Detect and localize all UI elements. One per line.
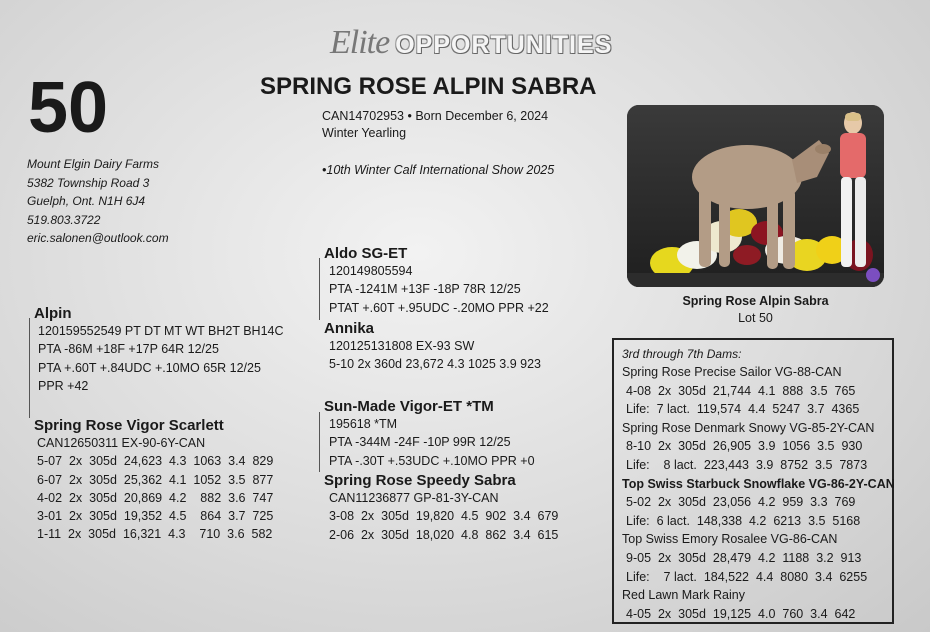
sire-bracket xyxy=(29,318,30,418)
dam-sire-bracket xyxy=(319,412,320,472)
show-note: •10th Winter Calf International Show 2025 xyxy=(322,163,555,177)
dam-4-life: Life: 8 lact. 223,443 3.9 8752 3.5 7873 xyxy=(626,457,868,472)
dam-dam-id-line: CAN11236877 GP-81-3Y-CAN xyxy=(329,491,499,505)
sire-sire-line: PTA -1241M +13F -18P 78R 12/25 xyxy=(329,282,521,297)
dam-record: 4-02 2x 305d 20,869 4.2 882 3.6 747 xyxy=(37,490,274,505)
consignor-phone: 519.803.3722 xyxy=(27,212,101,227)
dam-6-life: Life: 7 lact. 184,522 4.4 8080 3.4 6255 xyxy=(626,569,868,584)
dam-sire-line: PTA -344M -24F -10P 99R 12/25 xyxy=(329,435,511,450)
dam-6-name: Top Swiss Emory Rosalee VG-86-CAN xyxy=(622,532,838,547)
dam-block xyxy=(34,417,273,544)
sire-name: Alpin xyxy=(34,305,72,322)
dam-id-line: CAN12650311 EX-90-6Y-CAN xyxy=(37,436,206,450)
extended-dams-box xyxy=(612,338,894,624)
sire-line: 120159552549 PT DT MT WT BH2T BH14C xyxy=(38,324,284,338)
brand-caps: OPPORTUNITIES xyxy=(395,31,613,59)
sire-line: PTA -86M +18F +17P 64R 12/25 xyxy=(38,342,219,357)
sire-line: PTA +.60T +.84UDC +.10MO 65R 12/25 xyxy=(38,360,261,375)
dam-7-name: Red Lawn Mark Rainy xyxy=(622,588,745,603)
photo-caption-name: Spring Rose Alpin Sabra xyxy=(682,294,829,308)
dam-4-name: Spring Rose Denmark Snowy VG-85-2Y-CAN xyxy=(622,420,875,435)
dam-dam-name: Spring Rose Speedy Sabra xyxy=(324,472,516,489)
watermark-icon xyxy=(866,268,880,282)
dam-sire-name: Sun-Made Vigor-ET *TM xyxy=(324,398,494,415)
dam-3-name: Spring Rose Precise Sailor VG-88-CAN xyxy=(622,365,842,379)
sire-sire-line: 120149805594 xyxy=(329,264,413,278)
brand-logo xyxy=(330,24,613,64)
dam-4-record: 8-10 2x 305d 26,905 3.9 1056 3.5 930 xyxy=(626,439,863,454)
dams-box-header: 3rd through 7th Dams: xyxy=(622,347,742,361)
dam-record: 6-07 2x 305d 25,362 4.1 1052 3.5 877 xyxy=(37,472,274,487)
dam-record: 1-11 2x 305d 16,321 4.3 710 3.6 582 xyxy=(37,527,273,542)
animal-intro xyxy=(322,108,554,179)
dam-sire-line: 195618 *TM xyxy=(329,417,398,431)
sire-sire-name: Aldo SG-ET xyxy=(324,245,408,262)
consignor-info xyxy=(27,155,169,248)
dam-record: 5-07 2x 305d 24,623 4.3 1063 3.4 829 xyxy=(37,454,274,469)
dam-5-record: 5-02 2x 305d 23,056 4.2 959 3.3 769 xyxy=(626,495,856,510)
dam-7-record: 4-05 2x 305d 19,125 4.0 760 3.4 642 xyxy=(626,606,856,621)
dam-dam-record: 2-06 2x 305d 18,020 4.8 862 3.4 615 xyxy=(329,527,559,542)
dam-dam-block xyxy=(324,472,558,544)
consignor-farm: Mount Elgin Dairy Farms xyxy=(27,157,160,171)
dam-6-record: 9-05 2x 305d 28,479 4.2 1188 3.2 913 xyxy=(626,550,862,565)
photo-caption-lot: Lot 50 xyxy=(738,311,773,325)
sire-line: PPR +42 xyxy=(38,378,89,393)
sire-sire-bracket xyxy=(319,258,320,320)
dam-record: 3-01 2x 305d 19,352 4.5 864 3.7 725 xyxy=(37,509,274,524)
dam-5-name: Top Swiss Starbuck Snowflake VG-86-2Y-CAN xyxy=(622,476,895,491)
sire-dam-line: 5-10 2x 360d 23,672 4.3 1025 3.9 923 xyxy=(329,357,541,372)
dam-5-life: Life: 6 lact. 148,338 4.2 6213 3.5 5168 xyxy=(626,513,861,528)
brand-script: Elite xyxy=(330,24,390,61)
consignor-address: 5382 Township Road 3 xyxy=(27,175,150,190)
registration-line: CAN14702953 • Born December 6, 2024 xyxy=(322,109,549,123)
sire-sire-line: PTAT +.60T +.95UDC -.20MO PPR +22 xyxy=(329,300,549,315)
class-line: Winter Yearling xyxy=(322,126,407,140)
dam-sire-line: PTA -.30T +.53UDC +.10MO PPR +0 xyxy=(329,453,535,468)
sire-block xyxy=(34,305,284,395)
dam-dam-record: 3-08 2x 305d 19,820 4.5 902 3.4 679 xyxy=(329,509,559,524)
consignor-email[interactable]: eric.salonen@outlook.com xyxy=(27,231,169,245)
dam-sire-block xyxy=(324,398,535,470)
sire-dam-block xyxy=(324,320,541,374)
sire-dam-line: 120125131808 EX-93 SW xyxy=(329,339,475,353)
photo-illustration xyxy=(627,105,884,287)
sire-sire-block xyxy=(324,245,549,317)
page-title: SPRING ROSE ALPIN SABRA xyxy=(260,73,597,100)
animal-photo xyxy=(627,105,884,287)
dam-3-life: Life: 7 lact. 119,574 4.4 5247 3.7 4365 xyxy=(626,402,860,417)
dam-name: Spring Rose Vigor Scarlett xyxy=(34,417,224,434)
consignor-city: Guelph, Ont. N1H 6J4 xyxy=(27,194,146,208)
photo-caption xyxy=(627,293,884,327)
sire-dam-name: Annika xyxy=(324,320,375,337)
lot-number: 50 xyxy=(28,68,109,148)
dam-3-record: 4-08 2x 305d 21,744 4.1 888 3.5 765 xyxy=(626,383,856,398)
